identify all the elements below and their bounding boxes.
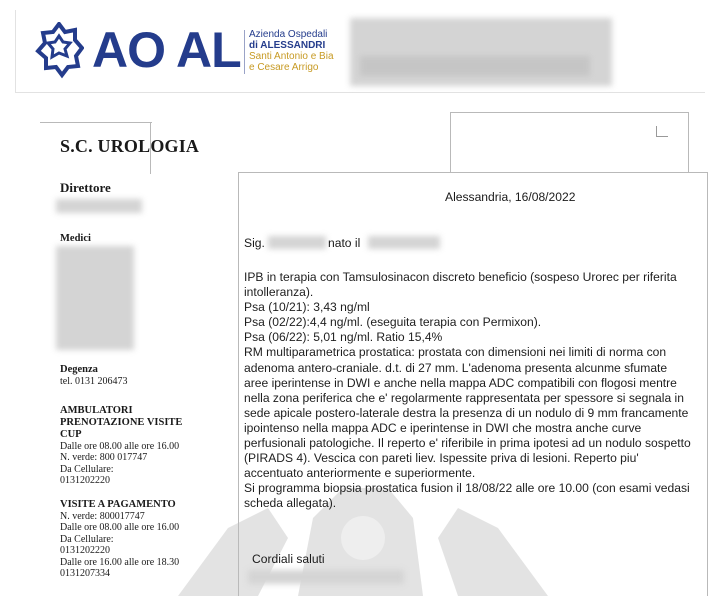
ambulatori-heading: AMBULATORI (60, 404, 133, 416)
letter-line: intolleranza). (244, 285, 314, 300)
patient-line (244, 236, 704, 252)
paid-green-number: N. verde: 800017747 (60, 510, 145, 522)
closing-greeting: Cordiali saluti (252, 552, 325, 566)
letter-frame-top (238, 172, 708, 173)
cup-heading: CUP (60, 428, 82, 440)
letter-line: Psa (02/22):4,4 ng/ml. (eseguita terapia con Permixon). (244, 315, 542, 330)
logo-subtitle-line4: e Cesare Arrigo (249, 62, 319, 73)
logo-subtitle-line2: di ALESSANDRI (249, 40, 326, 51)
paid-evening-phone: 0131207334 (60, 568, 110, 579)
cup-mobile-number: 0131202220 (60, 475, 110, 486)
corner-mark (656, 126, 657, 136)
hospital-logo-icon (34, 22, 84, 80)
letter-line: Psa (10/21): 3,43 ng/ml (244, 300, 370, 315)
page-rule-top-left (40, 122, 152, 123)
letter-body (244, 270, 706, 512)
letter-line: IPB in terapia con Tamsulosinacon discreto beneficio (sospeso Urorec per riferita (244, 270, 677, 284)
paid-hours: Dalle ore 08.00 alle ore 16.00 (60, 522, 180, 533)
letter-line: perfusionali patologiche. Il reperto e' riferibile in prima ipotesi ad un nodulo sospetto (244, 436, 691, 451)
paid-mobile-label: Da Cellulare: (60, 533, 114, 545)
degenza-phone: tel. 0131 206473 (60, 376, 128, 387)
salutation-label: Sig. (244, 236, 265, 250)
unit-title: S.C. UROLOGIA (60, 136, 200, 156)
logo-subtitle-line3: Santi Antonio e Bia (249, 51, 334, 62)
letter-line: (PIRADS 4). Vescica con pareti liev. Ispessite priva di lesioni. Reperto piu' (244, 451, 639, 466)
prenotazione-heading: PRENOTAZIONE VISITE (60, 416, 183, 428)
birthdate-label: nato il (328, 236, 361, 250)
logo-subtitle-line1: Azienda Ospedali (249, 29, 328, 40)
letter-line: Psa (06/22): 5,01 ng/ml. Ratio 15,4% (244, 330, 443, 345)
letter-line: sede apicale postero-laterale destra la presenza di un nodulo di 9 mm francamente (244, 405, 689, 420)
redacted-director-name (56, 199, 142, 213)
logo-wordmark: AO AL (92, 22, 241, 78)
redacted-header-block-2 (360, 56, 590, 76)
page-rule-right (450, 112, 688, 113)
paid-evening-hours: Dalle ore 16.00 alle ore 18.30 (60, 556, 180, 568)
redacted-birthdate (368, 236, 440, 249)
paid-mobile-number: 0131202220 (60, 545, 110, 556)
paid-visits-heading: VISITE A PAGAMENTO (60, 498, 176, 510)
letter-line: adenoma antero-craniale. d.t. di 27 mm. L'adenoma presenta alcunme sfumate (244, 360, 668, 375)
logo-subtitle (249, 29, 345, 73)
redacted-doctors-list (56, 246, 134, 350)
director-heading: Direttore (60, 180, 111, 195)
cup-mobile-label: Da Cellulare: (60, 463, 114, 475)
letter-line: nella zona periferica che e' regolarmente rappresentata per spessore si segnala in (244, 390, 684, 405)
letter-line: accentuato anteriormente e superiormente. (244, 466, 476, 481)
letter-line: scheda allegata). (244, 496, 337, 511)
redacted-patient-name (268, 236, 326, 249)
letter-line: aree iperintense in DWI e anche nella mappa ADC compatibili con flogosi mentre (244, 375, 677, 390)
letter-date: Alessandria, 16/08/2022 (445, 190, 576, 204)
cup-hours: Dalle ore 08.00 alle ore 16.00 (60, 440, 180, 452)
logo-divider (244, 30, 245, 74)
letter-line: RM multiparametrica prostatica: prostata con dimensioni nei limiti di norma con (244, 345, 667, 360)
corner-mark-h (656, 136, 668, 137)
degenza-heading: Degenza (60, 364, 98, 375)
medici-heading: Medici (60, 233, 91, 244)
redacted-signature (248, 570, 404, 584)
page-rule-right-edge (688, 112, 689, 172)
letter-line: Si programma biopsia prostatica fusion il 18/08/22 alle ore 10.00 (con esami vedasi (244, 481, 690, 496)
letter-frame-right (707, 172, 708, 596)
cup-green-number: N. verde: 800 017747 (60, 452, 148, 463)
letter-line: ipointenso nella mappa ADC e iperintense in DWI che mostra anche curve (244, 420, 642, 435)
page-rule-right-v (450, 112, 451, 172)
